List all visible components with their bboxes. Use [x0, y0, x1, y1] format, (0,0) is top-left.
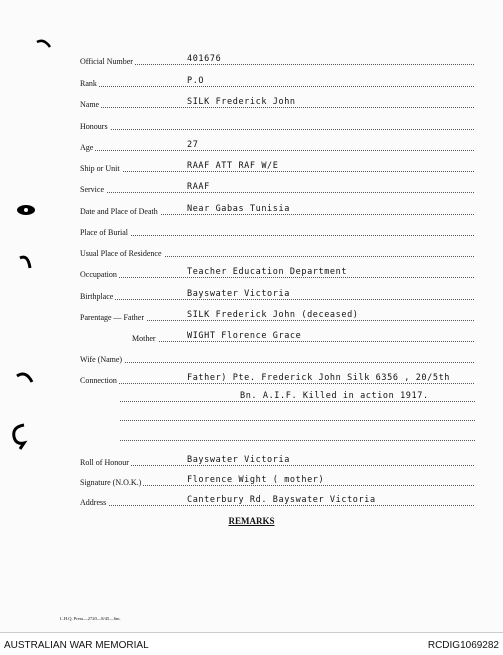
- dotted-line: [80, 192, 474, 193]
- field-value: Bn. A.I.F. Killed in action 1917.: [240, 391, 429, 401]
- dotted-line: [80, 235, 474, 236]
- dotted-line: [80, 86, 474, 87]
- field-official-number: [80, 54, 480, 71]
- dotted-line: [80, 277, 474, 278]
- connection-continuation-line: [120, 415, 475, 425]
- field-value: Near Gabas Tunisia: [187, 204, 290, 214]
- field-label: Rank: [80, 79, 97, 88]
- field-label: Address: [80, 498, 107, 507]
- field-signature-nok: [80, 475, 480, 492]
- field-label: Usual Place of Residence: [80, 249, 162, 258]
- field-usual-residence: [80, 249, 480, 263]
- field-honours: [80, 122, 480, 136]
- dotted-line: [80, 299, 474, 300]
- field-label: Official Number: [80, 57, 133, 66]
- dotted-line: [80, 107, 474, 108]
- field-connection: [80, 373, 480, 390]
- field-value: Bayswater Victoria: [187, 455, 290, 465]
- printer-note: L.H.Q. Press—2720—8/45—6m.: [60, 616, 121, 621]
- field-value: Canterbury Rd. Bayswater Victoria: [187, 495, 376, 505]
- binder-hole-mark: [16, 370, 34, 384]
- dotted-line: [132, 341, 474, 342]
- field-value: Father) Pte. Frederick John Silk 6356 , 20/5th: [187, 373, 451, 383]
- dotted-line: [80, 465, 474, 466]
- field-label: Mother: [132, 334, 156, 343]
- field-value: SILK Frederick John: [187, 97, 296, 107]
- field-value: Bayswater Victoria: [187, 289, 290, 299]
- dotted-line: [80, 171, 474, 172]
- field-label: Birthplace: [80, 292, 114, 301]
- field-parentage-mother: [132, 331, 480, 348]
- field-label: Age: [80, 143, 94, 152]
- field-label: Service: [80, 185, 104, 194]
- remarks-heading: REMARKS: [228, 516, 275, 526]
- field-wife: [80, 355, 480, 369]
- field-rank: [80, 76, 480, 93]
- binder-hole-mark: [10, 423, 30, 451]
- field-label: Wife (Name): [80, 355, 123, 364]
- field-value: RAAF: [187, 182, 210, 192]
- dotted-line: [120, 440, 475, 441]
- field-value: Teacher Education Department: [187, 267, 348, 277]
- dotted-line: [120, 420, 475, 421]
- field-label: Name: [80, 100, 100, 109]
- field-ship-or-unit: [80, 161, 480, 178]
- dotted-line: [80, 150, 474, 151]
- field-label: Date and Place of Death: [80, 207, 158, 216]
- field-birthplace: [80, 289, 480, 306]
- dotted-line: [80, 362, 474, 363]
- archive-name: AUSTRALIAN WAR MEMORIAL: [4, 640, 149, 651]
- dotted-line: [80, 129, 474, 130]
- field-value: SILK Frederick John (deceased): [187, 310, 359, 320]
- field-value: 401676: [187, 54, 222, 64]
- field-value: 27: [187, 140, 199, 150]
- field-label: Honours: [80, 122, 108, 131]
- binder-hole-mark: [36, 38, 52, 48]
- field-value: P.O: [187, 76, 205, 86]
- field-value: WIGHT Florence Grace: [187, 331, 302, 341]
- connection-continuation-line: [120, 391, 475, 406]
- field-label: Parentage — Father: [80, 313, 144, 322]
- field-service: [80, 182, 480, 199]
- field-place-of-burial: [80, 228, 480, 242]
- field-label: Occupation: [80, 270, 117, 279]
- field-address: [80, 495, 480, 512]
- dotted-line: [120, 401, 475, 402]
- field-age: [80, 140, 480, 157]
- field-occupation: [80, 267, 480, 284]
- field-label: Connection: [80, 376, 117, 385]
- field-date-place-of-death: [80, 204, 480, 221]
- field-name: [80, 97, 480, 114]
- connection-continuation-line: [120, 435, 475, 445]
- record-id: RCDIG1069282: [427, 640, 499, 651]
- field-label: Signature (N.O.K.): [80, 478, 142, 487]
- dotted-line: [80, 505, 474, 506]
- archive-footer: [0, 632, 503, 655]
- dotted-line: [80, 64, 474, 65]
- binder-hole-mark: [15, 203, 37, 217]
- dotted-line: [80, 383, 474, 384]
- field-parentage-father: [80, 310, 480, 327]
- field-value: RAAF ATT RAF W/E: [187, 161, 279, 171]
- field-label: Roll of Honour: [80, 458, 129, 467]
- field-roll-of-honour: [80, 455, 480, 472]
- field-label: Place of Burial: [80, 228, 128, 237]
- field-value: Florence Wight ( mother): [187, 475, 325, 485]
- field-label: Ship or Unit: [80, 164, 120, 173]
- binder-hole-mark: [18, 254, 34, 270]
